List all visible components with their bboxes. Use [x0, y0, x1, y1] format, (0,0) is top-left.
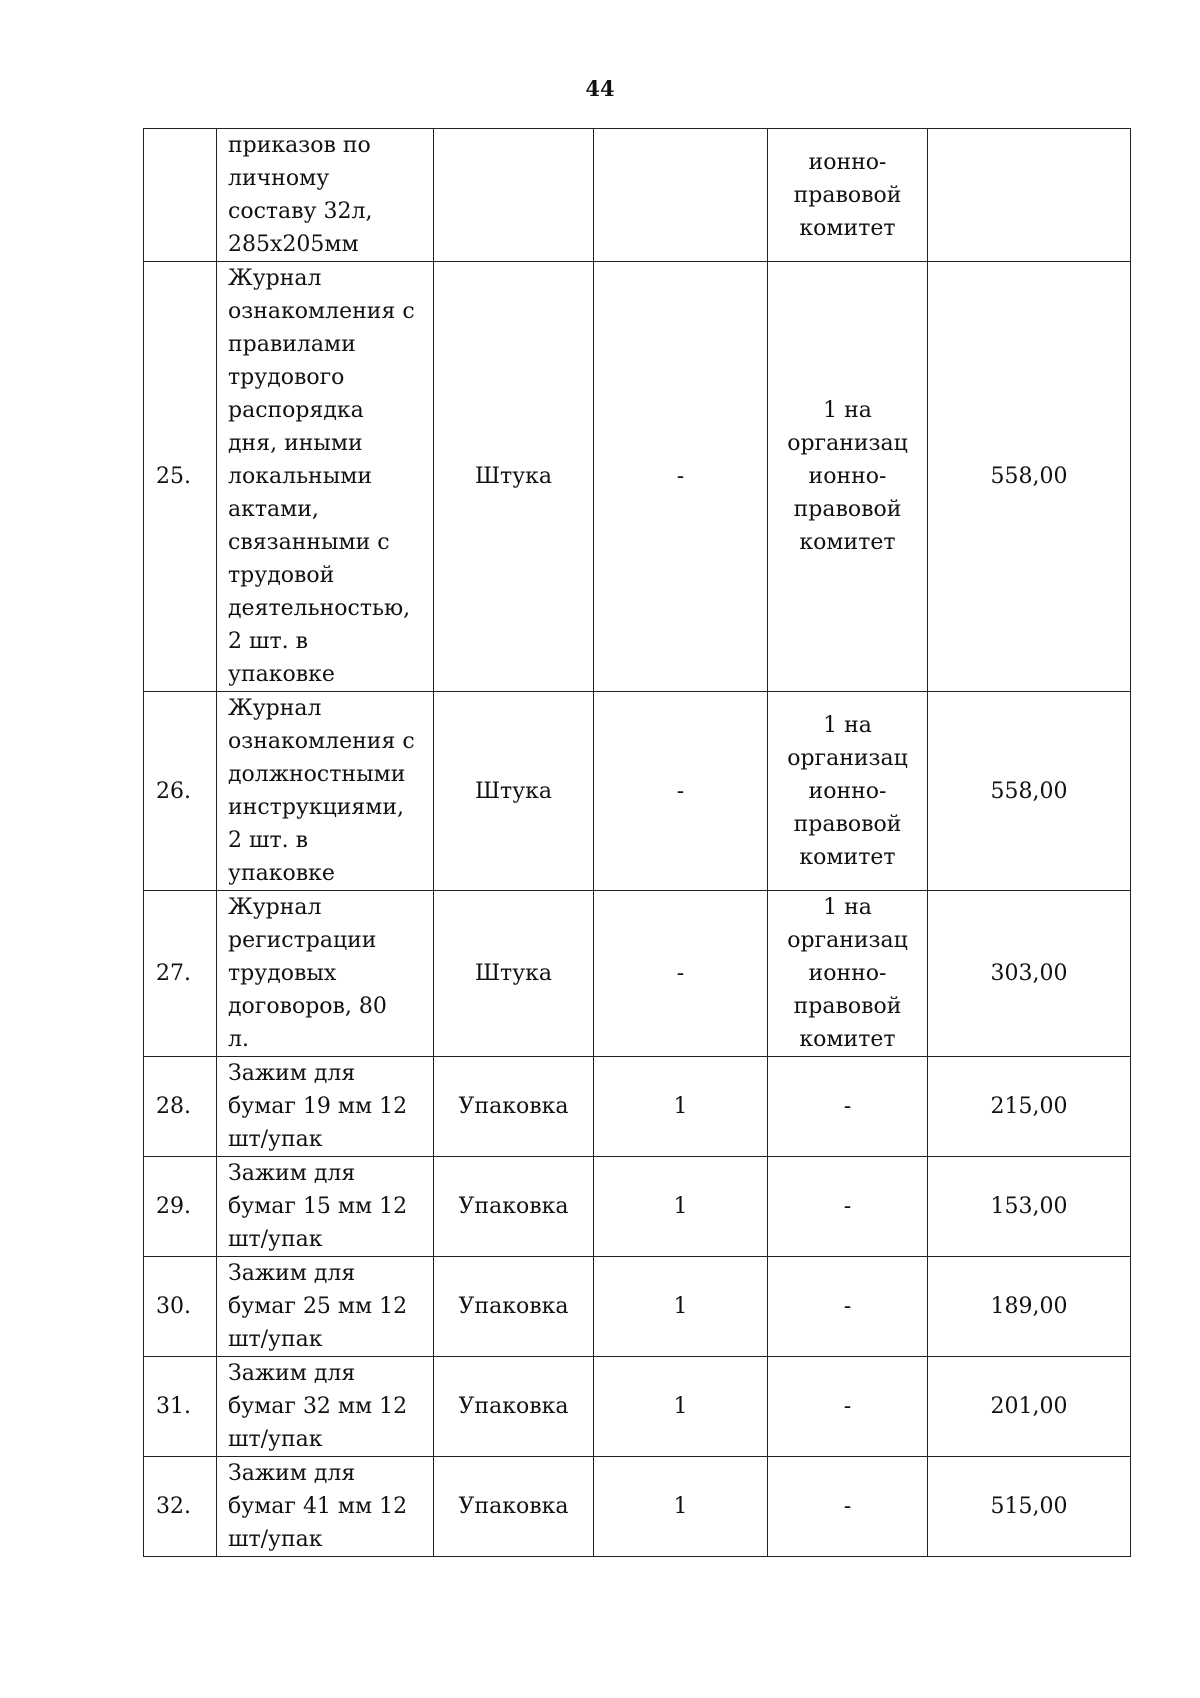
unit-cell: Штука: [434, 262, 594, 692]
norm-cell: -: [768, 1157, 928, 1257]
items-table: [143, 128, 1131, 1557]
item-name-cell: приказов по личному составу 32л, 285х205мм: [217, 129, 434, 262]
quantity-cell: 1: [594, 1457, 768, 1557]
price-cell: 515,00: [928, 1457, 1131, 1557]
price-cell: 201,00: [928, 1357, 1131, 1457]
table-row: [144, 262, 1131, 692]
table-row: [144, 129, 1131, 262]
price-cell: 558,00: [928, 692, 1131, 891]
table-row: [144, 1157, 1131, 1257]
price-cell: 558,00: [928, 262, 1131, 692]
quantity-cell: 1: [594, 1257, 768, 1357]
quantity-cell: 1: [594, 1057, 768, 1157]
unit-cell: Штука: [434, 891, 594, 1057]
norm-cell: -: [768, 1457, 928, 1557]
norm-cell: 1 на организац ионно- правовой комитет: [768, 692, 928, 891]
price-cell: 215,00: [928, 1057, 1131, 1157]
row-number-cell: 31.: [144, 1357, 217, 1457]
row-number-cell: 29.: [144, 1157, 217, 1257]
price-cell: 189,00: [928, 1257, 1131, 1357]
price-cell: 153,00: [928, 1157, 1131, 1257]
quantity-cell: 1: [594, 1357, 768, 1457]
table-row: [144, 1357, 1131, 1457]
unit-cell: Упаковка: [434, 1357, 594, 1457]
item-name-cell: Журнал регистрации трудовых договоров, 80 л.: [217, 891, 434, 1057]
row-number-cell: 30.: [144, 1257, 217, 1357]
quantity-cell: 1: [594, 1157, 768, 1257]
quantity-cell: -: [594, 262, 768, 692]
item-name-cell: Журнал ознакомления с правилами трудового распорядка дня, иными локальными актами, связанными с трудовой деятельностью, 2 шт. в упаковке: [217, 262, 434, 692]
item-name-cell: Зажим для бумаг 32 мм 12 шт/упак: [217, 1357, 434, 1457]
price-cell: 303,00: [928, 891, 1131, 1057]
item-name-cell: Журнал ознакомления с должностными инструкциями, 2 шт. в упаковке: [217, 692, 434, 891]
price-cell: [928, 129, 1131, 262]
item-name-cell: Зажим для бумаг 15 мм 12 шт/упак: [217, 1157, 434, 1257]
unit-cell: Упаковка: [434, 1057, 594, 1157]
items-table-body: [144, 129, 1131, 1557]
row-number-cell: [144, 129, 217, 262]
unit-cell: Штука: [434, 692, 594, 891]
row-number-cell: 26.: [144, 692, 217, 891]
norm-cell: -: [768, 1257, 928, 1357]
row-number-cell: 25.: [144, 262, 217, 692]
quantity-cell: -: [594, 692, 768, 891]
item-name-cell: Зажим для бумаг 25 мм 12 шт/упак: [217, 1257, 434, 1357]
unit-cell: Упаковка: [434, 1157, 594, 1257]
norm-cell: 1 на организац ионно- правовой комитет: [768, 891, 928, 1057]
norm-cell: ионно- правовой комитет: [768, 129, 928, 262]
unit-cell: Упаковка: [434, 1457, 594, 1557]
row-number-cell: 32.: [144, 1457, 217, 1557]
item-name-cell: Зажим для бумаг 19 мм 12 шт/упак: [217, 1057, 434, 1157]
table-row: [144, 891, 1131, 1057]
item-name-cell: Зажим для бумаг 41 мм 12 шт/упак: [217, 1457, 434, 1557]
row-number-cell: 27.: [144, 891, 217, 1057]
unit-cell: Упаковка: [434, 1257, 594, 1357]
row-number-cell: 28.: [144, 1057, 217, 1157]
quantity-cell: [594, 129, 768, 262]
norm-cell: 1 на организац ионно- правовой комитет: [768, 262, 928, 692]
page-number: 44: [585, 76, 615, 101]
quantity-cell: -: [594, 891, 768, 1057]
unit-cell: [434, 129, 594, 262]
table-row: [144, 1457, 1131, 1557]
norm-cell: -: [768, 1357, 928, 1457]
table-row: [144, 1057, 1131, 1157]
table-row: [144, 1257, 1131, 1357]
table-row: [144, 692, 1131, 891]
norm-cell: -: [768, 1057, 928, 1157]
